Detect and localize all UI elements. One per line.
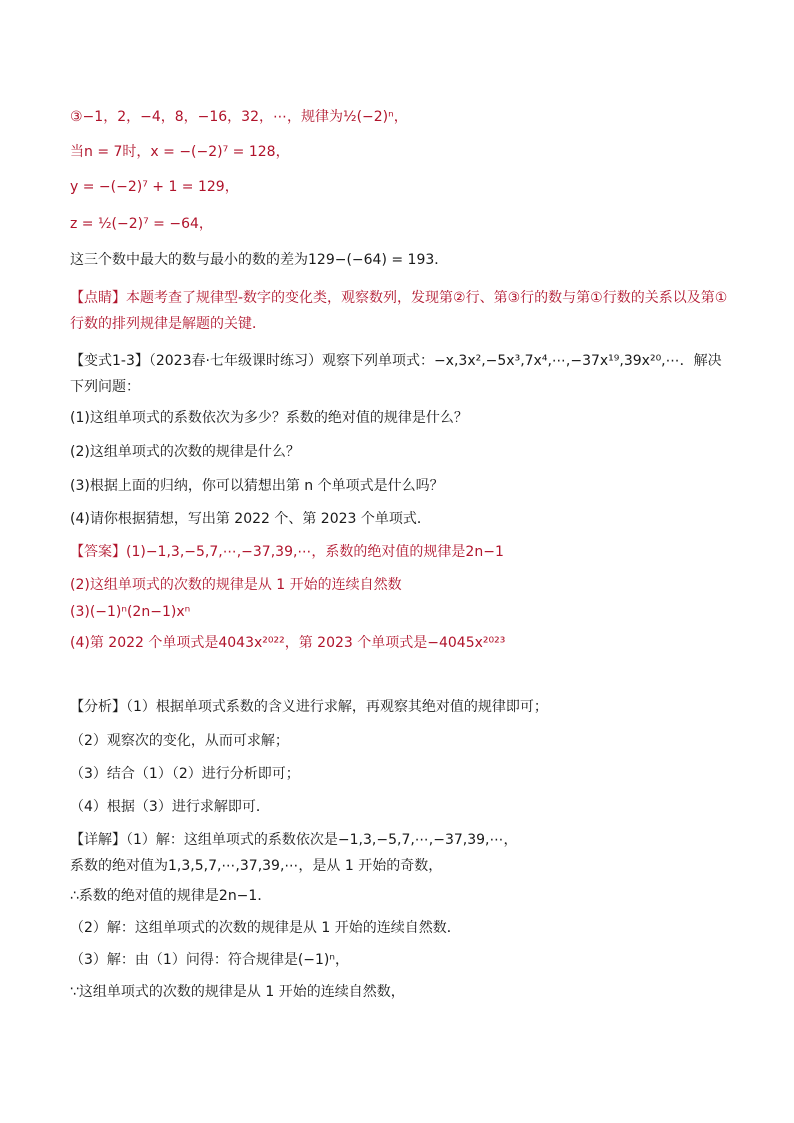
detail-line: 【详解】（1）解：这组单项式的系数依次是−1,3,−5,7,⋯,−37,39,⋯， xyxy=(70,832,518,848)
question-item: (2)这组单项式的次数的规律是什么？ xyxy=(70,444,300,460)
question-item: (4)请你根据猜想，写出第 2022 个、第 2023 个单项式． xyxy=(70,511,431,527)
text-line: y = −(−2)⁷ + 1 = 129， xyxy=(70,179,239,195)
text-line: ③−1，2，−4，8，−16，32，⋯，规律为½(−2)ⁿ， xyxy=(70,109,408,125)
text-line: z = ½(−2)⁷ = −64， xyxy=(70,216,213,232)
question-item: (1)这组单项式的系数依次为多少？系数的绝对值的规律是什么？ xyxy=(70,410,468,426)
detail-line: 系数的绝对值为1,3,5,7,⋯,37,39,⋯，是从 1 开始的奇数， xyxy=(70,858,443,874)
answer-line: (4)第 2022 个单项式是4043x²⁰²²，第 2023 个单项式是−4045x²⁰²³ xyxy=(70,635,506,651)
note-paragraph: 【点睛】本题考查了规律型-数字的变化类，观察数列，发现第②行、第③行的数与第①行数的关系以及第①行数的排列规律是解题的关键． xyxy=(70,290,728,332)
answer-line: (3)(−1)ⁿ(2n−1)xⁿ xyxy=(70,604,191,620)
question-item: (3)根据上面的归纳，你可以猜想出第 n 个单项式是什么吗？ xyxy=(70,478,444,494)
text-line: 当n = 7时，x = −(−2)⁷ = 128， xyxy=(70,144,290,160)
answer-line: (2)这组单项式的次数的规律是从 1 开始的连续自然数 xyxy=(70,577,402,593)
answer-line: 【答案】(1)−1,3,−5,7,⋯,−37,39,⋯，系数的绝对值的规律是2n−1 xyxy=(70,544,504,560)
analysis-line: 【分析】（1）根据单项式系数的含义进行求解，再观察其绝对值的规律即可； xyxy=(70,699,548,715)
text-line: 这三个数中最大的数与最小的数的差为129−(−64) = 193． xyxy=(70,252,449,268)
analysis-line: （2）观察次的变化，从而可求解； xyxy=(70,733,289,749)
detail-line: （3）解：由（1）问得：符合规律是(−1)ⁿ， xyxy=(70,952,349,968)
detail-line: ∵这组单项式的次数的规律是从 1 开始的连续自然数， xyxy=(70,984,405,1000)
analysis-line: （3）结合（1）（2）进行分析即可； xyxy=(70,766,300,782)
detail-line: （2）解：这组单项式的次数的规律是从 1 开始的连续自然数． xyxy=(70,920,461,936)
analysis-line: （4）根据（3）进行求解即可． xyxy=(70,799,270,815)
question-paragraph: 【变式1-3】（2023春·七年级课时练习）观察下列单项式：−x,3x²,−5x³,7x⁴,⋯,−37x¹⁹,39x²⁰,⋯．解决下列问题： xyxy=(70,353,722,395)
detail-line: ∴系数的绝对值的规律是2n−1． xyxy=(70,888,272,904)
